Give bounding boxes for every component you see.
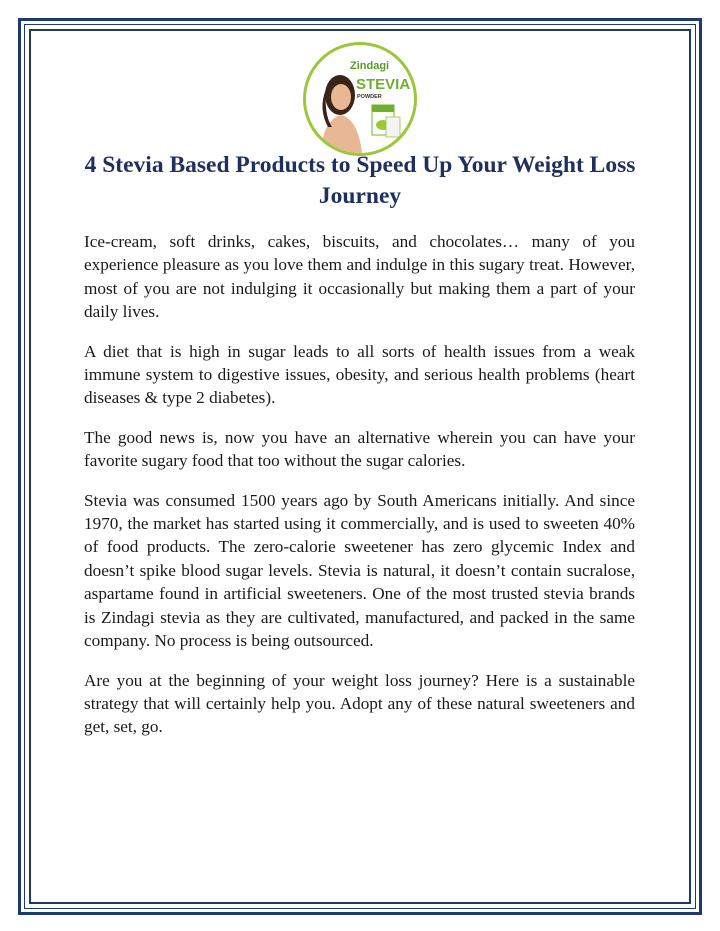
logo-product-sub-text: POWDER [357,94,382,100]
document-body [84,230,635,755]
document-title: 4 Stevia Based Products to Speed Up Your Weight Loss Journey [84,152,636,209]
paragraph-1: Ice-cream, soft drinks, cakes, biscuits, and chocolates… many of you experience pleasure as you love them and indulge in this sugary treat. However, most of you are not indulging it occasionally but making them a part of your daily lives. [84,232,635,322]
zindagi-stevia-logo [303,42,417,156]
paragraph-5: Are you at the beginning of your weight loss journey? Here is a sustainable strategy that will certainly help you. Adopt any of these natural sweeteners and get, set, go. [84,670,635,737]
logo-brand-text: Zindagi [350,60,390,72]
logo-product-text: STEVIA [356,76,411,93]
paragraph-2: A diet that is high in sugar leads to all sorts of health issues from a weak immune system to digestive issues, obesity, and serious health problems (heart diseases & type 2 diabetes). [84,341,635,408]
paragraph-3: The good news is, now you have an alternative wherein you can have your favorite sugary food that too without the sugar calories. [84,427,635,471]
paragraph-4: Stevia was consumed 1500 years ago by South Americans initially. And since 1970, the market has started using it commercially, and is used to sweeten 40% of food products. The zero-calorie sweetener has zero glycemic Index and doesn’t spike blood sugar levels. Stevia is natural, it doesn’t contain sucralose, aspartame found in artificial sweeteners. One of the most trusted stevia brands is Zindagi stevia as they are cultivated, manufactured, and packed in the same company. No process is being outsourced. [84,490,635,651]
